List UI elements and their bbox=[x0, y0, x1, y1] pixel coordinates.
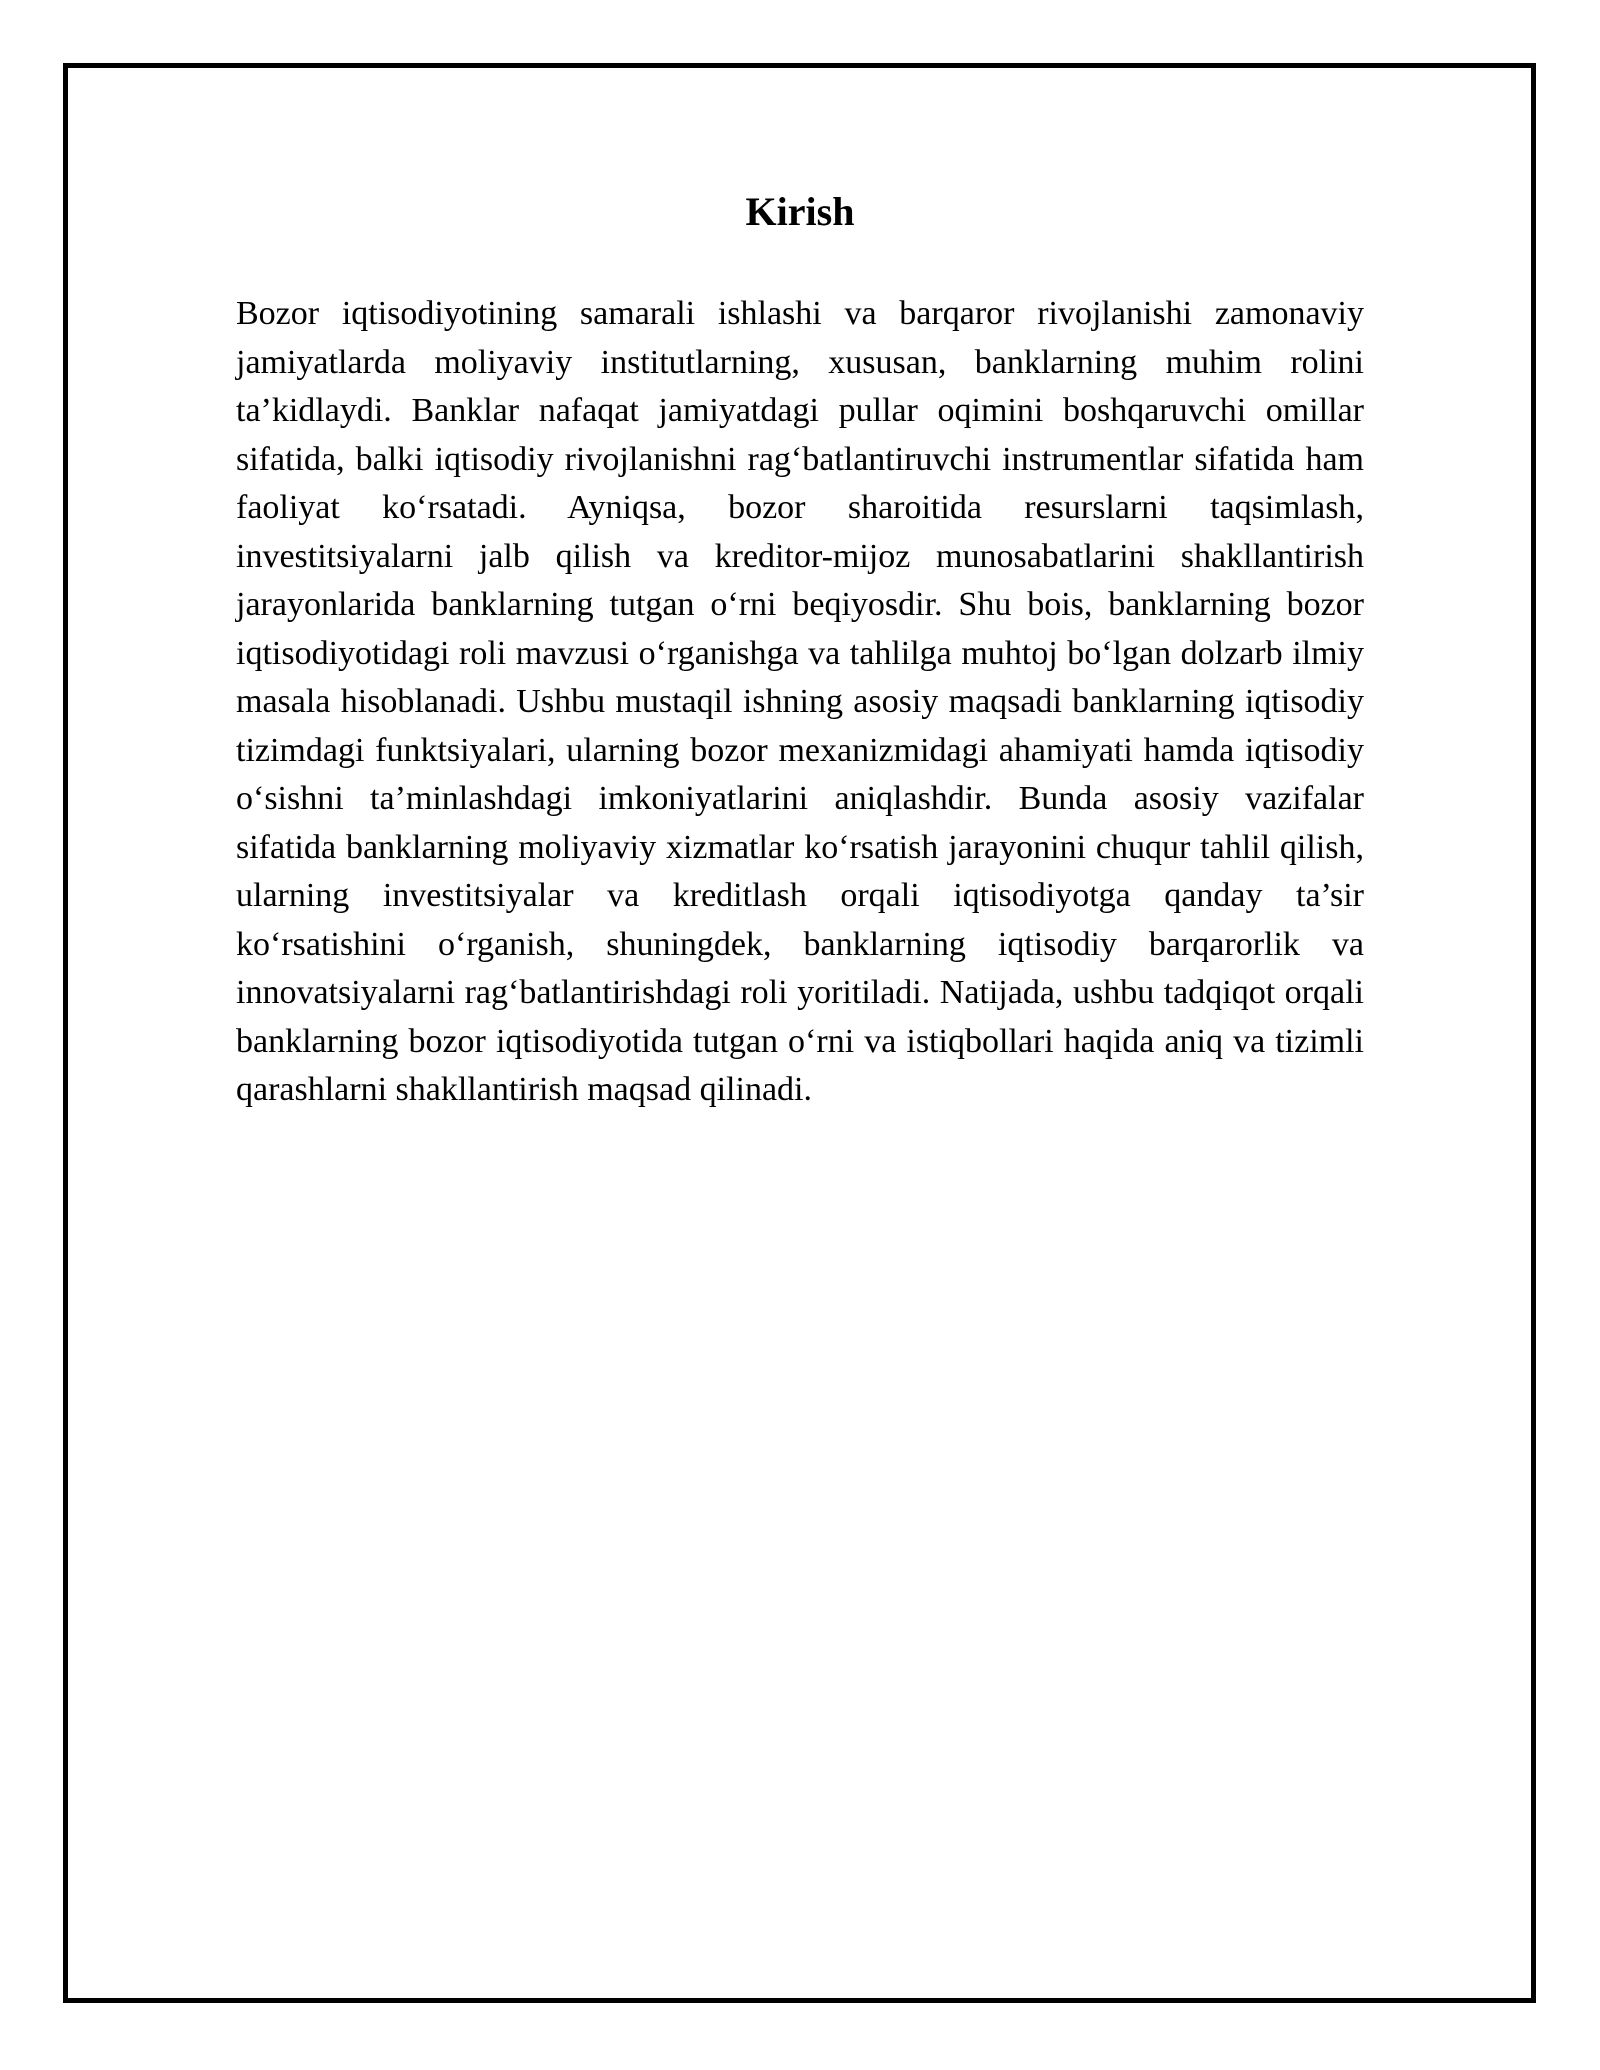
body-paragraph: Bozor iqtisodiyotining samarali ishlashi va barqaror rivojlanishi zamonaviy jamiyatlarda moliyaviy institutlarning, xususan, banklarning muhim rolini ta’kidlaydi. Banklar nafaqat jamiyatdagi pullar oqimini boshqaruvchi omillar sifatida, balki iqtisodiy rivojlanishni rag‘batlantiruvchi instrumentlar sifatida ham faoliyat ko‘rsatadi. Ayniqsa, bozor sharoitida resurslarni taqsimlash, investitsiyalarni jalb qilish va kreditor-mijoz munosabatlarini shakllantirish jarayonlarida banklarning tutgan o‘rni beqiyosdir. Shu bois, banklarning bozor iqtisodiyotidagi roli mavzusi o‘rganishga va tahlilga muhtoj bo‘lgan dolzarb ilmiy masala hisoblanadi. Ushbu mustaqil ishning asosiy maqsadi banklarning iqtisodiy tizimdagi funktsiyalari, ularning bozor mexanizmidagi ahamiyati hamda iqtisodiy o‘sishni ta’minlashdagi imkoniyatlarini aniqlashdir. Bunda asosiy vazifalar sifatida banklarning moliyaviy xizmatlar ko‘rsatish jarayonini chuqur tahlil qilish, ularning investitsiyalar va kreditlash orqali iqtisodiyotga qanday ta’sir ko‘rsatishini o‘rganish, shuningdek, banklarning iqtisodiy barqarorlik va innovatsiyalarni rag‘batlantirishdagi roli yoritiladi. Natijada, ushbu tadqiqot orqali banklarning bozor iqtisodiyotida tutgan o‘rni va istiqbollari haqida aniq va tizimli qarashlarni shakllantirish maqsad qilinadi. bbox=[236, 295, 1364, 1108]
page-title: Kirish bbox=[745, 189, 855, 234]
